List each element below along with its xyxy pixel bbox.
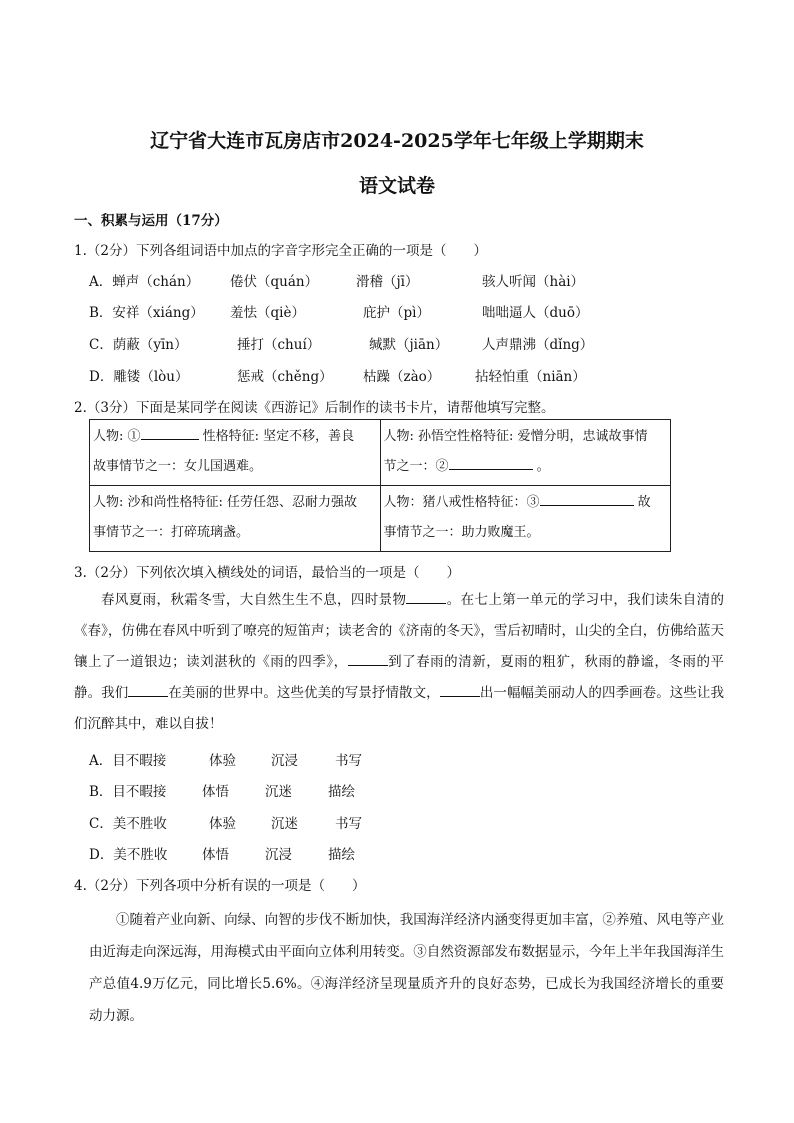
passage-blank-1[interactable] — [406, 589, 446, 604]
exam-subtitle: 语文试卷 — [358, 175, 435, 197]
answer-blank-2[interactable] — [449, 455, 533, 470]
q4-stem: 4.（2分）下列各项中分析有误的一项是（ ） — [74, 878, 366, 894]
card-sha-heshang: 人物: 沙和尚性格特征: 任劳任怨、忍耐力强故 事情节之一：打碎琉璃盏。 — [90, 486, 381, 552]
answer-blank-1[interactable] — [141, 425, 199, 440]
card-sun-wukong: 人物: 孙悟空性格特征: 爱憎分明，忠诚故事情 节之一：② 。 — [380, 420, 671, 486]
passage-blank-3[interactable] — [128, 682, 168, 697]
exam-title: 辽宁省大连市瓦房店市2024-2025学年七年级上学期期末 — [150, 130, 644, 152]
q3-stem: 3.（2分）下列依次填入横线处的词语，最恰当的一项是（ ） — [74, 565, 460, 581]
q3-passage: 春风夏雨，秋霜冬雪，大自然生生不息，四时景物 。在七上第一单元的学习中，我们读朱自清的《春》，仿佛在春风中听到了嘹亮的短笛声；读老舍的《济南的冬天》，雪后初晴时，山尖的全白，仿佛给蓝天镶上了一道银边；读刘湛秋的《雨的四季》， 到了春雨的清新，夏雨的粗犷，秋雨的静谧，冬雨的平静。我们 在美丽的世界中。这些优美的写景抒情散文， 出一幅幅美丽动人的四季画卷。这些让我们沉醉其中，难以自拔！ — [74, 585, 724, 740]
passage-blank-2[interactable] — [348, 651, 388, 666]
reading-card-table — [89, 419, 671, 552]
card-zhu-bajie: 人物：猪八戒性格特征：③ 故 事情节之一：助力败魔王。 — [380, 486, 671, 552]
q4-passage: ①随着产业向新、向绿、向智的步伐不断加快，我国海洋经济内涵变得更加丰富，②养殖、风电等产业由近海走向深远海，用海模式由平面向立体利用转变。③自然资源部发布数据显示，今年上半年我国海洋生产总值4.9万亿元，同比增长5.6%。④海洋经济呈现量质齐升的良好态势，已成长为我国经济增长的重要动力源。 — [89, 912, 724, 1024]
passage-blank-4[interactable] — [440, 682, 480, 697]
exam-page: 辽宁省大连市瓦房店市2024-2025学年七年级上学期期末 语文试卷 一、积累与运用（17分） 1.（2分）下列各组词语中加点的字音字形完全正确的一项是（ ） A．蝉声（chán） 倦伏（quán） 滑稽（jī） 骇人听闻（hài） B．安祥（xiáng） 羞怯（qiè） 庇护（pì） 咄咄逼人（duō） C．荫蔽（yīn） 捶打（chuí） 缄默（jiān） 人声鼎沸（dǐng） D．雕镂（lòu） 惩戒（chěng） 枯躁（zào） 拈轻怕重（niān） 2.（3分）下面是某同学在阅读《西游记》后制作的读书卡片，请帮他填写完整。 人物: ① 性格特征: 坚定不移，善良 故事情节之一：女儿国遇难。 人物: 孙悟空性格特征: 爱憎分明，忠诚故事情 节之一：② 。 人物: 沙和尚性格特征: 任劳任怨、忍耐力强故 事情节之一：打碎琉璃盏。 人物：猪八戒性格特征：③ 故 事情节之一：助力败魔王。 3.（2分）下列依次填入横线处的词语，最恰当的一项是（ ） 春风夏雨，秋霜冬雪，大自然生生不息，四时景物 。在七上第一单元的学习中，我们读朱自清的《春》，仿佛在春风中听到了嘹亮的短笛声；读老舍的《济南的冬天》，雪后初晴时，山尖的全白，仿佛给蓝天镶上了一道银边；读刘湛秋的《雨的四季》， 到了春雨的清新，夏雨的粗犷，秋雨的静谧，冬雨的平静。我们 在美丽的世界中。这些优美的写景抒情散文， 出一幅幅美丽动人的四季画卷。这些让我们沉醉其中，难以自拔！ A．目不暇接 体验 沉浸 书写 B．目不暇接 体悟 沉迷 描绘 C．美不胜收 体验 沉迷 书写 D．美不胜收 体悟 沉浸 描绘 4.（2分）下列各项中分析有误的一项是（ ） ①随着产业向新、向绿、向智的步伐不断加快，我国海洋经济内涵变得更加丰富，②养殖、风电等产业由近海走向深远海，用海模式由平面向立体利用转变。③自然资源部发布数据显示，今年上半年我国海洋生产总值4.9万亿元，同比增长5.6%。④海洋经济呈现量质齐升的良好态势，已成长为我国经济增长的重要动力源。 — [0, 0, 794, 1123]
section-heading: 一、积累与运用（17分） — [74, 213, 228, 229]
answer-blank-3[interactable] — [540, 491, 634, 506]
q2-stem: 2.（3分）下面是某同学在阅读《西游记》后制作的读书卡片，请帮他填写完整。 — [74, 400, 555, 416]
q1-stem: 1.（2分）下列各组词语中加点的字音字形完全正确的一项是（ ） — [74, 243, 487, 259]
card-tang-seng: 人物: ① 性格特征: 坚定不移，善良 故事情节之一：女儿国遇难。 — [90, 420, 381, 486]
